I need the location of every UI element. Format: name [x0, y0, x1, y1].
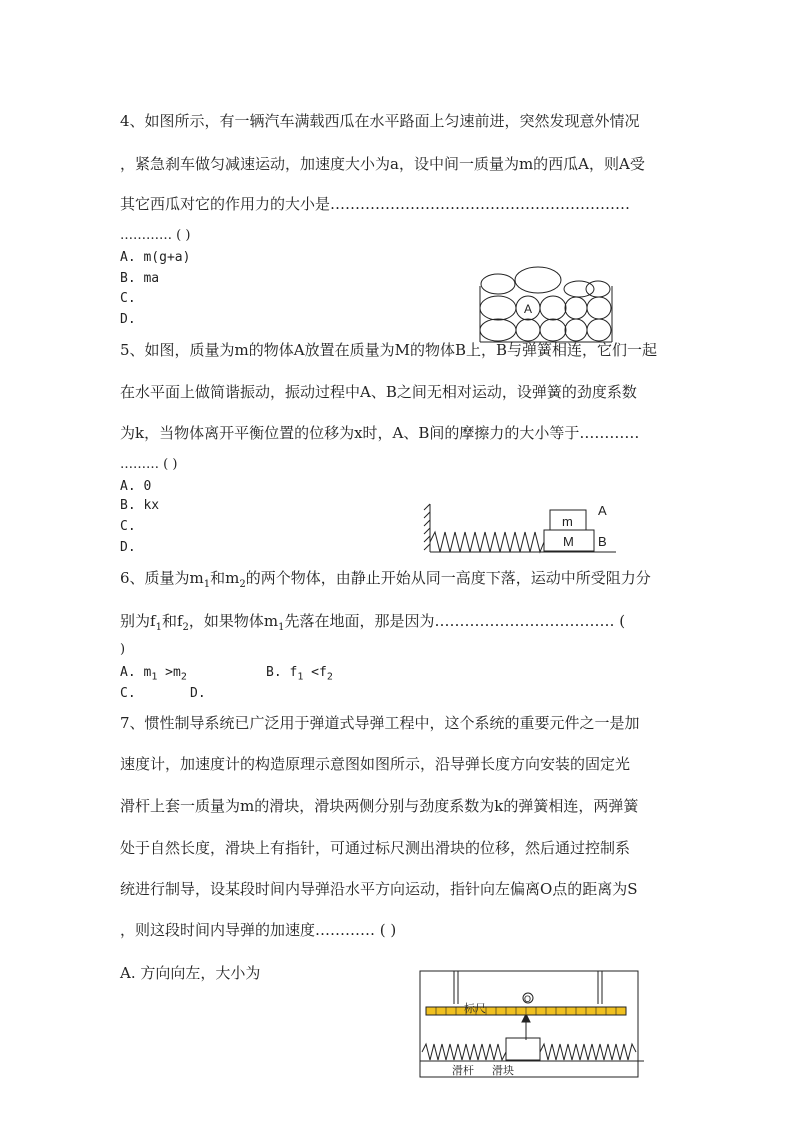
q6-option-b-sub: 1	[297, 671, 304, 683]
block-a-label: A	[598, 503, 607, 518]
q6-option-a	[120, 665, 187, 686]
q6-line-1-part-b: 和m	[210, 569, 240, 587]
q7-line-5: 统进行制导，设某段时间内导弹沿水平方向运动，指针向左偏离O点的距离为S	[120, 880, 638, 898]
q6-option-a-text: A. m	[120, 665, 152, 680]
zero-point-label: O	[524, 994, 532, 1004]
q4-option-d: D.	[120, 312, 136, 327]
q4-option-b: B. ma	[120, 271, 160, 286]
spring-mass-figure	[420, 500, 620, 558]
q6-line-2-part-d: 先落在地面，那是因为……………………………… (	[284, 612, 626, 630]
q5-option-a: A. 0	[120, 479, 152, 494]
q7-line-6: ，则这段时间内导弹的加速度………… ( )	[120, 921, 397, 939]
q6-line-2-sub-2: 2	[182, 622, 189, 633]
q6-line-2-part-a: 别为f	[120, 612, 156, 630]
q7-line-1: 7、惯性制导系统已广泛用于弹道式导弹工程中，这个系统的重要元件之一是加	[120, 714, 640, 732]
q6-option-b-rest: <f	[303, 665, 327, 680]
q6-line-1	[120, 568, 651, 595]
q6-line-3: )	[120, 642, 126, 657]
q6-option-a-sub-2: 2	[180, 671, 187, 683]
q4-line-4: ………… ( )	[120, 228, 191, 243]
q6-option-b	[266, 665, 333, 686]
q6-option-c: C.	[120, 686, 136, 701]
q6-line-1-sub-2: 2	[239, 579, 246, 590]
q5-option-d: D.	[120, 540, 136, 555]
q6-line-2-part-c: ，如果物体m	[188, 612, 279, 630]
q6-option-b-text: B. f	[266, 665, 298, 680]
q6-option-a-rest: >m	[157, 665, 181, 680]
q6-option-b-sub-2: 2	[326, 671, 333, 683]
rod-label: 滑杆	[452, 1064, 474, 1077]
q7-line-3: 滑杆上套一质量为m的滑块，滑块两侧分别与劲度系数为k的弹簧相连，两弹簧	[120, 797, 639, 815]
q5-option-c: C.	[120, 519, 136, 534]
q6-line-2-part-b: 和f	[161, 612, 183, 630]
q4-line-3: 其它西瓜对它的作用力的大小是……………………………………………………	[120, 195, 631, 213]
q6-option-a-sub: 1	[151, 671, 158, 683]
accelerometer-figure	[418, 968, 644, 1080]
block-label: 滑块	[492, 1064, 514, 1077]
mass-M-label: M	[563, 534, 574, 549]
q4-option-a: A. m(g+a)	[120, 250, 191, 265]
q6-line-1-part-a: 6、质量为m	[120, 569, 204, 587]
q6-line-2	[120, 611, 625, 638]
q4-line-1: 4、如图所示，有一辆汽车满载西瓜在水平路面上匀速前进，突然发现意外情况	[120, 112, 640, 130]
q6-line-2-sub-3: 1	[278, 622, 285, 633]
q5-option-b: B. kx	[120, 498, 160, 513]
q7-line-2: 速度计，加速度计的构造原理示意图如图所示，沿导弹长度方向安装的固定光	[120, 755, 631, 773]
scale-label: 标尺	[464, 1002, 486, 1015]
watermelon-truck-figure	[476, 264, 616, 344]
q6-line-1-part-c: 的两个物体，由静止开始从同一高度下落，运动中所受阻力分	[245, 569, 651, 587]
mass-m-label: m	[562, 514, 573, 529]
q5-line-4: ……… ( )	[120, 457, 178, 472]
q5-line-2: 在水平面上做简谐振动，振动过程中A、B之间无相对运动，设弹簧的劲度系数	[120, 383, 637, 401]
q5-line-3: 为k，当物体离开平衡位置的位移为x时，A、B间的摩擦力的大小等于…………	[120, 424, 640, 442]
q7-line-4: 处于自然长度，滑块上有指针，可通过标尺测出滑块的位移，然后通过控制系	[120, 839, 631, 857]
q7-option-a: A. 方向向左，大小为	[120, 964, 261, 982]
q4-option-c: C.	[120, 291, 136, 306]
q4-line-2: ，紧急刹车做匀减速运动，加速度大小为a，设中间一质量为m的西瓜A，则A受	[120, 155, 645, 173]
q5-line-1: 5、如图，质量为m的物体A放置在质量为M的物体B上，B与弹簧相连，它们一起	[120, 341, 658, 359]
q6-option-d: D.	[190, 686, 206, 701]
q6-line-2-sub-1: 1	[155, 622, 162, 633]
block-b-label: B	[598, 534, 607, 549]
q6-line-1-sub-1: 1	[203, 579, 211, 590]
watermelon-label-a: A	[524, 302, 533, 316]
